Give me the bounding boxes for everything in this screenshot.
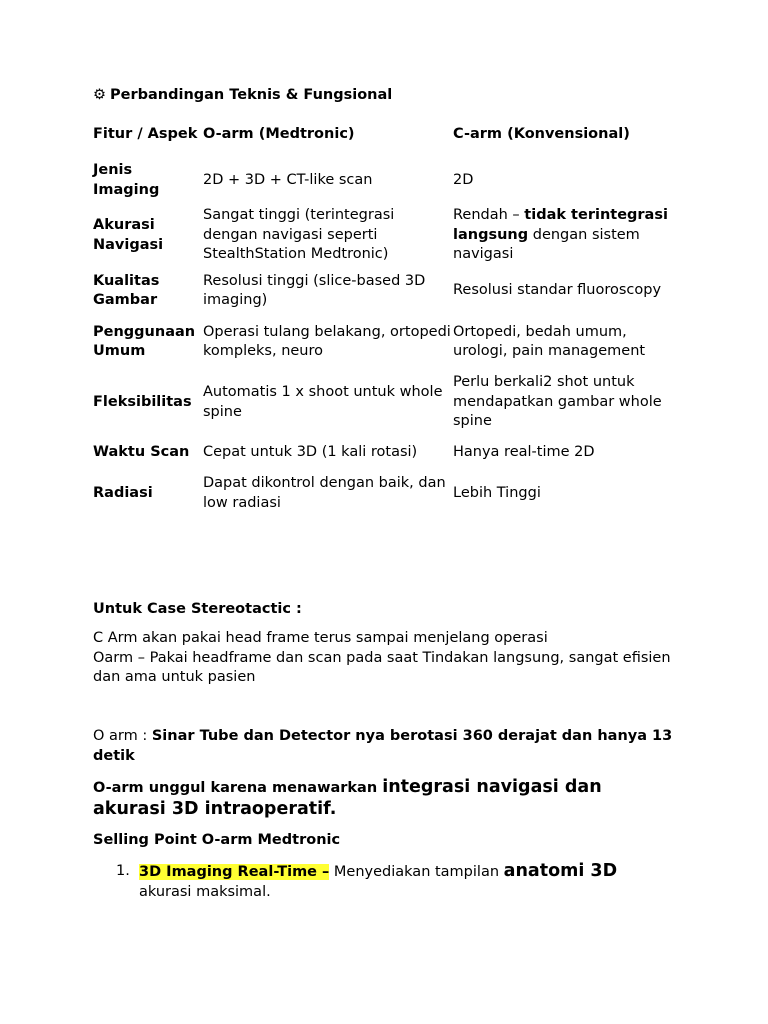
oarm-cell: 2D + 3D + CT-like scan xyxy=(203,171,373,188)
oarm-cell: Sangat tinggi (terintegrasi dengan navigasi seperti StealthStation Medtronic) xyxy=(203,207,395,263)
oarm-cell: Resolusi tinggi (slice-based 3D imaging) xyxy=(203,272,426,308)
carm-cell: Lebih Tinggi xyxy=(453,484,541,501)
aspect-cell: Kualitas Gambar xyxy=(93,272,160,308)
aspect-cell: Penggunaan Umum xyxy=(93,323,196,359)
aspect-cell: Waktu Scan xyxy=(93,444,190,461)
oarm-note-label: O arm : xyxy=(93,728,152,744)
list-item-highlight: 3D Imaging Real-Time – xyxy=(139,864,330,880)
oarm-cell: Automatis 1 x shoot untuk whole spine xyxy=(203,384,443,420)
table-row xyxy=(93,367,671,438)
oarm-note xyxy=(93,727,673,766)
table-row xyxy=(93,206,671,265)
aspect-cell: Jenis Imaging xyxy=(93,162,160,198)
aspect-cell: Fleksibilitas xyxy=(93,393,192,410)
table-header-row xyxy=(93,114,671,155)
aspect-cell: Radiasi xyxy=(93,484,153,501)
unggul-text: O-arm unggul karena menawarkan xyxy=(93,780,383,796)
aspect-cell: Akurasi Navigasi xyxy=(93,217,164,253)
carm-cell-post: dengan sistem navigasi xyxy=(453,226,640,263)
stereotactic-line: Oarm – Pakai headframe dan scan pada saat Tindakan langsung, sangat efisien dan ama untuk pasien xyxy=(93,649,671,685)
table-row xyxy=(93,438,671,468)
list-item xyxy=(139,862,679,902)
heading-text: Perbandingan Teknis & Fungsional xyxy=(110,87,393,103)
selling-title: Selling Point O-arm Medtronic xyxy=(93,832,341,848)
table-row xyxy=(93,265,671,317)
table-row xyxy=(93,317,671,367)
carm-cell: 2D xyxy=(453,171,474,188)
list-item-tail: akurasi maksimal. xyxy=(139,883,271,900)
header-cell-carm: C-arm (Konvensional) xyxy=(453,125,630,142)
carm-cell-bold: tidak terintegrasi langsung xyxy=(453,207,668,243)
oarm-cell: Dapat dikontrol dengan baik, dan low radiasi xyxy=(203,475,446,511)
stereotactic-body xyxy=(93,629,673,688)
section-heading xyxy=(93,86,392,106)
table-row xyxy=(93,468,671,519)
unggul-emphasis: integrasi navigasi dan akurasi 3D intraoperatif. xyxy=(93,777,602,819)
list-item-emphasis: anatomi 3D xyxy=(503,861,618,881)
unggul-statement xyxy=(93,777,673,820)
header-cell-oarm: O-arm (Medtronic) xyxy=(203,125,355,142)
oarm-cell: Cepat untuk 3D (1 kali rotasi) xyxy=(203,444,418,461)
list-item-text: Menyediakan tampilan xyxy=(329,864,504,880)
carm-cell: Ortopedi, bedah umum, urologi, pain management xyxy=(453,323,646,359)
carm-cell: Hanya real-time 2D xyxy=(453,444,595,461)
carm-cell-pre: Rendah – xyxy=(453,207,525,224)
carm-cell: Perlu berkali2 shot untuk mendapatkan gambar whole spine xyxy=(453,374,662,430)
list-item-number: 1. xyxy=(116,863,130,879)
stereotactic-line: C Arm akan pakai head frame terus sampai menjelang operasi xyxy=(93,630,548,646)
oarm-note-bold: Sinar Tube dan Detector nya berotasi 360 derajat dan hanya 13 detik xyxy=(93,728,673,764)
gear-icon: ⚙ xyxy=(93,87,106,103)
stereotactic-title: Untuk Case Stereotactic : xyxy=(93,601,302,617)
table-row xyxy=(93,155,671,206)
oarm-cell: Operasi tulang belakang, ortopedi kompleks, neuro xyxy=(203,323,451,359)
carm-cell xyxy=(453,206,671,265)
header-cell-aspect: Fitur / Aspek xyxy=(93,125,198,142)
comparison-table xyxy=(93,114,671,519)
carm-cell: Resolusi standar fluoroscopy xyxy=(453,282,662,299)
